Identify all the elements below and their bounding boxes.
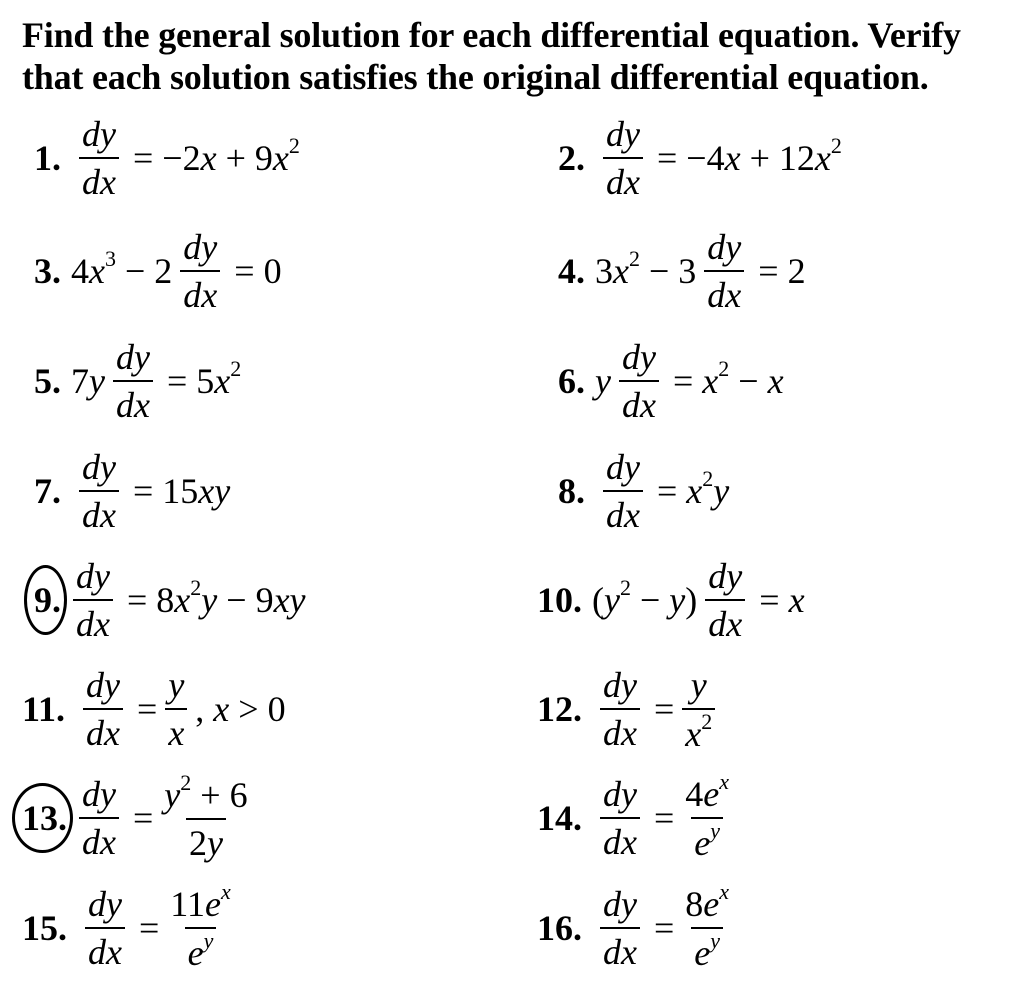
- problem-9: 9. $\frac{dy}{dx}$ = $8x^2y - 9xy$: [34, 556, 306, 644]
- problem-number: 5.: [34, 361, 61, 401]
- problem-2: 2. $\frac{dy}{dx}$ = $-4x + 12x^2$: [558, 114, 842, 202]
- derivative-fraction: $\frac{dy}{dx}$: [113, 339, 153, 423]
- rhs-fraction: $\frac{4e^x}{e^y}$: [685, 769, 730, 863]
- rhs-fraction: $\frac{y^2 + 6}{2y}$: [164, 769, 248, 863]
- problem-number: 10.: [537, 580, 582, 620]
- rhs-fraction: $\frac{8e^x}{e^y}$: [685, 879, 730, 973]
- derivative-fraction: $\frac{dy}{dx}$: [73, 558, 113, 642]
- problem-number: 4.: [558, 251, 585, 291]
- derivative-fraction: $\frac{dy}{dx}$: [704, 229, 744, 313]
- problem-15: 15. $\frac{dy}{dx}$ = $\frac{11e^x}{e^y}$: [22, 883, 242, 973]
- problem-10: 10. $(y^2 - y)$ $\frac{dy}{dx}$ = x: [537, 556, 805, 644]
- rhs-fraction: $\frac{y}{x^2}$: [682, 667, 715, 752]
- problem-8: 8. $\frac{dy}{dx}$ = $x^2y$: [558, 447, 730, 535]
- problem-11: 11. $\frac{dy}{dx}$ = $\frac{y}{x}$ , x > 0: [22, 665, 286, 753]
- instructions-line-2: that each solution satisfies the original differential equation.: [22, 57, 929, 97]
- problem-number: 7.: [34, 471, 61, 511]
- rhs-fraction: $\frac{y}{x}$: [165, 667, 187, 751]
- derivative-fraction: $\frac{dy}{dx}$: [79, 449, 119, 533]
- derivative-fraction: $\frac{dy}{dx}$: [600, 776, 640, 860]
- derivative-fraction: $\frac{dy}{dx}$: [603, 116, 643, 200]
- derivative-fraction: $\frac{dy}{dx}$: [603, 449, 643, 533]
- derivative-fraction: $\frac{dy}{dx}$: [600, 667, 640, 751]
- problem-number: 15.: [22, 908, 67, 948]
- problem-3: 3. $4x^3 - 2$ $\frac{dy}{dx}$ = 0: [34, 227, 282, 315]
- problem-7: 7. $\frac{dy}{dx}$ = 15xy: [34, 447, 231, 535]
- problem-number: 11.: [22, 689, 66, 729]
- problem-6: 6. y $\frac{dy}{dx}$ = $x^2 - x$: [558, 337, 784, 425]
- derivative-fraction: $\frac{dy}{dx}$: [83, 667, 123, 751]
- problem-14: 14. $\frac{dy}{dx}$ = $\frac{4e^x}{e^y}$: [537, 773, 740, 863]
- problem-number-circled: 13.: [22, 798, 67, 838]
- problem-5: 5. 7y $\frac{dy}{dx}$ = $5x^2$: [34, 337, 242, 425]
- problem-number: 12.: [537, 689, 582, 729]
- instructions: [22, 14, 1024, 98]
- problem-number: 3.: [34, 251, 61, 291]
- problem-number: 8.: [558, 471, 585, 511]
- problem-16: 16. $\frac{dy}{dx}$ = $\frac{8e^x}{e^y}$: [537, 883, 740, 973]
- derivative-fraction: $\frac{dy}{dx}$: [705, 558, 745, 642]
- derivative-fraction: $\frac{dy}{dx}$: [180, 229, 220, 313]
- problem-number: 1.: [34, 138, 61, 178]
- derivative-fraction: $\frac{dy}{dx}$: [79, 776, 119, 860]
- problem-number-circled: 9.: [34, 580, 61, 620]
- problem-4: 4. $3x^2 - 3$ $\frac{dy}{dx}$ = 2: [558, 227, 806, 315]
- derivative-fraction: $\frac{dy}{dx}$: [85, 886, 125, 970]
- problem-13: 13. $\frac{dy}{dx}$ = $\frac{y^2 + 6}{2y}$: [22, 773, 259, 863]
- instructions-line-1: Find the general solution for each differential equation. Verify: [22, 15, 961, 55]
- problem-1: 1. $\frac{dy}{dx}$ = $-2x + 9x^2$: [34, 114, 300, 202]
- problem-number: 6.: [558, 361, 585, 401]
- rhs-fraction: $\frac{11e^x}{e^y}$: [170, 879, 231, 973]
- derivative-fraction: $\frac{dy}{dx}$: [79, 116, 119, 200]
- problem-number: 14.: [537, 798, 582, 838]
- problem-number: 16.: [537, 908, 582, 948]
- derivative-fraction: $\frac{dy}{dx}$: [600, 886, 640, 970]
- derivative-fraction: $\frac{dy}{dx}$: [619, 339, 659, 423]
- problem-12: 12. $\frac{dy}{dx}$ = $\frac{y}{x^2}$: [537, 664, 723, 754]
- problem-number: 2.: [558, 138, 585, 178]
